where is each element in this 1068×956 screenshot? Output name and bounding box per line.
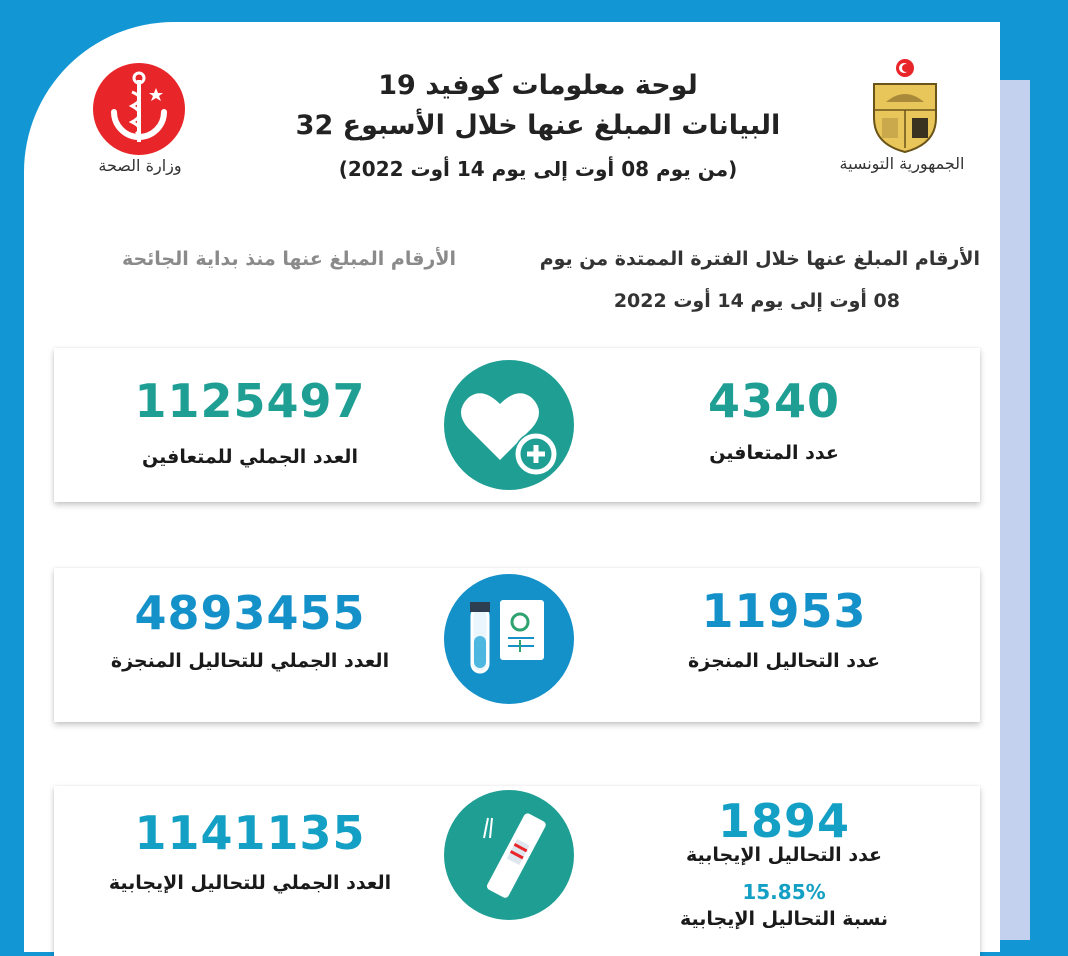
total-positive-label: العدد الجملي للتحاليل الإيجابية — [108, 872, 392, 894]
total-tests-value: 4893455 — [134, 586, 366, 640]
weekly-positive-label: عدد التحاليل الإيجابية — [685, 844, 883, 866]
weekly-tests-value: 11953 — [701, 584, 867, 638]
total-tests-label: العدد الجملي للتحاليل المنجزة — [110, 650, 390, 672]
positivity-rate-value: 15.85% — [742, 880, 826, 904]
positive-tests-row — [54, 786, 980, 956]
ministry-label: وزارة الصحة — [98, 156, 182, 175]
heart-plus-icon — [444, 360, 574, 490]
page-subtitle: البيانات المبلغ عنها خلال الأسبوع 32 — [295, 110, 781, 141]
cumulative-heading: الأرقام المبلغ عنها منذ بداية الجائحة — [121, 248, 456, 270]
weekly-recovered-label: عدد المتعافين — [709, 442, 839, 464]
total-recovered-value: 1125497 — [134, 374, 366, 428]
test-tube-report-icon — [444, 574, 574, 704]
ministry-health-logo — [92, 62, 186, 156]
total-positive-value: 1141135 — [134, 806, 366, 860]
tunisia-emblem-logo — [868, 58, 942, 154]
recovered-row — [54, 348, 980, 502]
positivity-rate-label: نسبة التحاليل الإيجابية — [679, 908, 889, 930]
weekly-recovered-value: 4340 — [707, 374, 841, 428]
weekly-tests-label: عدد التحاليل المنجزة — [688, 650, 880, 672]
side-strip — [1000, 80, 1030, 940]
total-recovered-label: العدد الجملي للمتعافين — [142, 446, 358, 468]
tests-row — [54, 568, 980, 722]
rapid-test-icon — [444, 790, 574, 920]
republic-label: الجمهورية التونسية — [839, 154, 965, 173]
page-title: لوحة معلومات كوفيد 19 — [378, 70, 698, 101]
weekly-heading-line2: 08 أوت إلى يوم 14 أوت 2022 — [613, 290, 900, 312]
date-range: (من يوم 08 أوت إلى يوم 14 أوت 2022) — [338, 157, 738, 181]
weekly-heading-line1: الأرقام المبلغ عنها خلال الفترة الممتدة من يوم — [539, 248, 980, 270]
weekly-positive-value: 1894 — [717, 794, 851, 848]
